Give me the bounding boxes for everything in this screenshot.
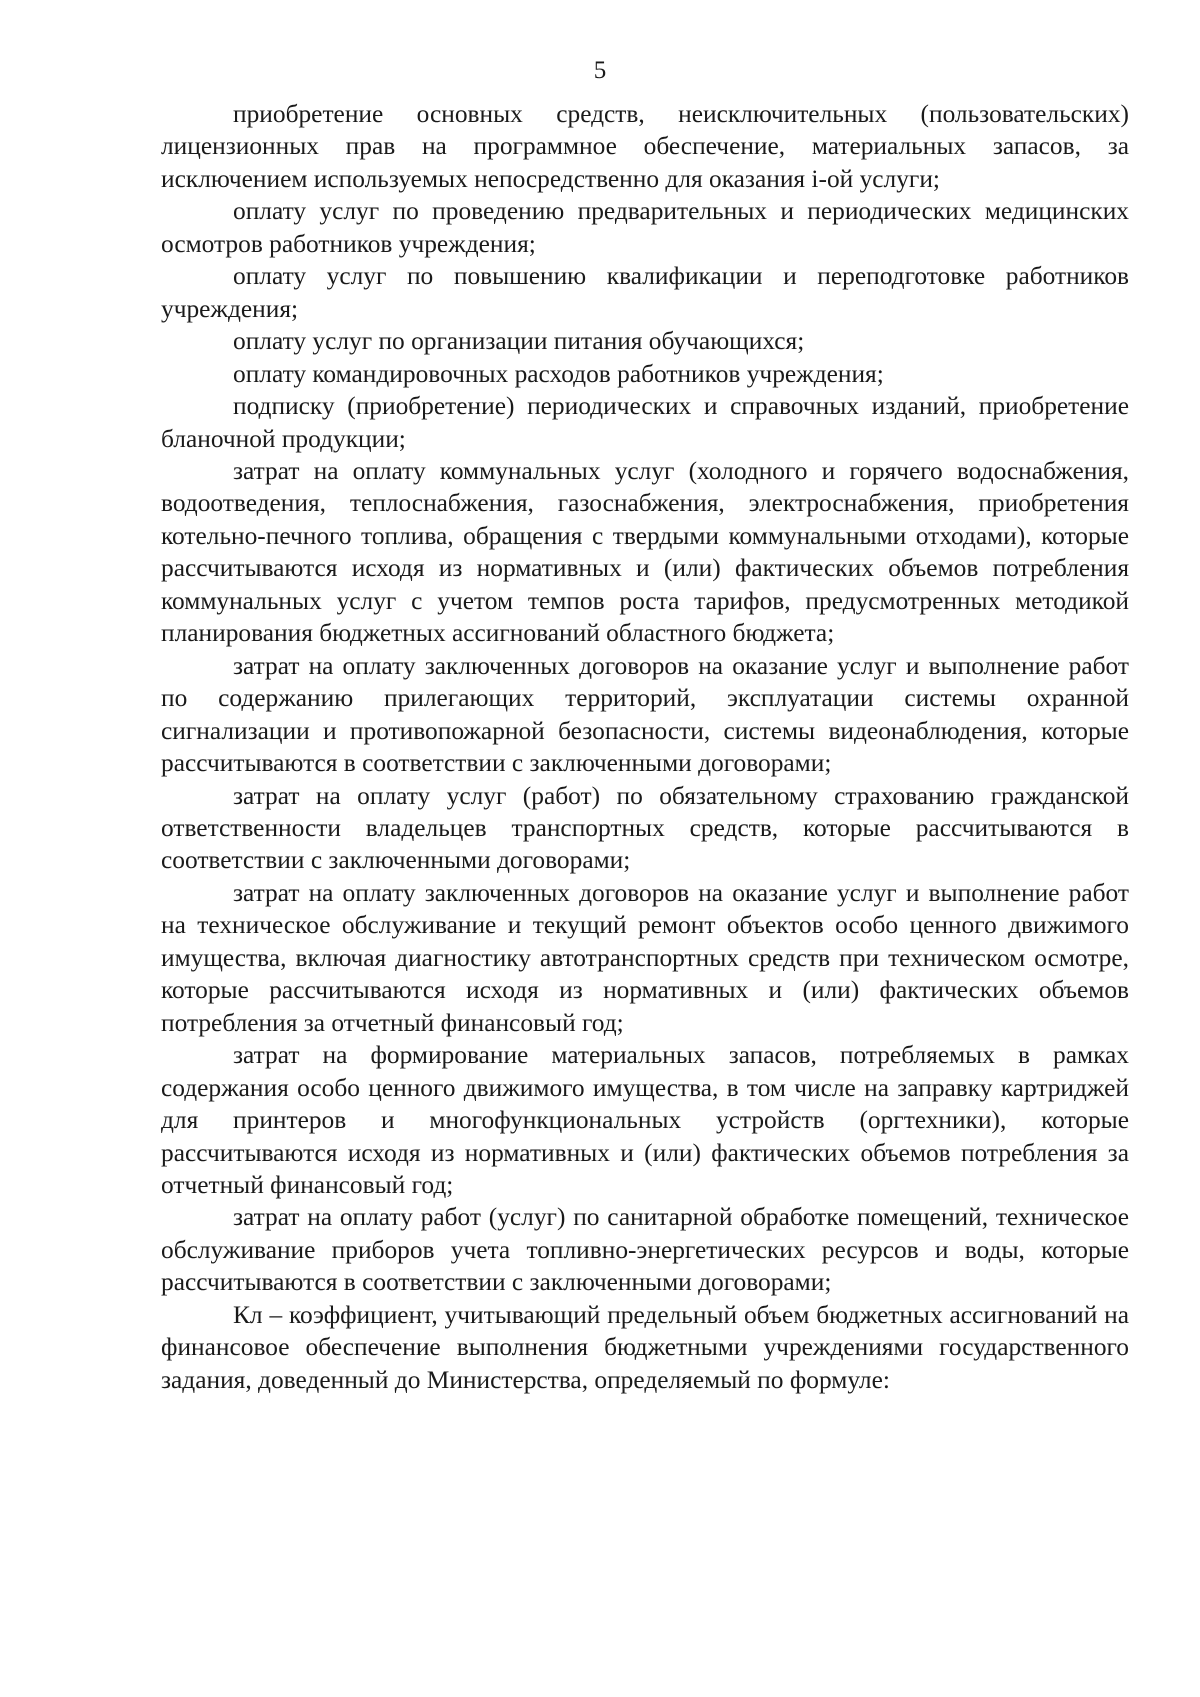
paragraph-utilities: затрат на оплату коммунальных услуг (холодного и горячего водоснабжения, водоотведения, теплоснабжения, газоснабжения, электроснабжения, приобретения котельно-печного топлива, обращения с твердыми коммунальными отходами), которые рассчитываются исходя из нормативных и (или) фактических объемов потребления коммунальных услуг с учетом темпов роста тарифов, предусмотренных методикой планирования бюджетных ассигнований областного бюджета; xyxy=(161,456,1129,648)
paragraph-territory-maintenance: затрат на оплату заключенных договоров на оказание услуг и выполнение работ по содержанию прилегающих территорий, эксплуатации системы охранной сигнализации и противопожарной безопасности, системы видеонаблюдения, которые рассчитываются в соответствии с заключенными договорами; xyxy=(161,651,1129,778)
paragraph-staff-training: оплату услуг по повышению квалификации и переподготовке работников учреждения; xyxy=(161,262,1129,323)
paragraph-subscriptions: подписку (приобретение) периодических и справочных изданий, приобретение бланочной продукции; xyxy=(161,392,1129,453)
paragraph-vehicle-insurance: затрат на оплату услуг (работ) по обязательному страхованию гражданской ответственности владельцев транспортных средств, которые рассчитываются в соответствии с заключенными договорами; xyxy=(161,781,1129,875)
paragraph-coefficient-kl: Кл – коэффициент, учитывающий предельный объем бюджетных ассигнований на финансовое обеспечение выполнения бюджетными учреждениями государственного задания, доведенный до Министерства, определяемый по формуле: xyxy=(161,1300,1129,1394)
paragraph-sanitary-treatment: затрат на оплату работ (услуг) по санитарной обработке помещений, техническое обслуживание приборов учета топливно-энергетических ресурсов и воды, которые рассчитываются в соответствии с заключенными договорами; xyxy=(161,1203,1129,1297)
paragraph-fixed-assets: приобретение основных средств, неисключительных (пользовательских) лицензионных прав на программное обеспечение, материальных запасов, за исключением используемых непосредственно для оказания i-ой услуги; xyxy=(161,100,1129,193)
page-number: 5 xyxy=(593,57,607,84)
document-body xyxy=(161,98,1129,1396)
paragraph-medical-exams: оплату услуг по проведению предварительных и периодических медицинских осмотров работников учреждения; xyxy=(161,197,1129,258)
paragraph-travel-expenses: оплату командировочных расходов работников учреждения; xyxy=(233,359,884,388)
paragraph-equipment-repair: затрат на оплату заключенных договоров на оказание услуг и выполнение работ на техническое обслуживание и текущий ремонт объектов особо ценного движимого имущества, включая диагностику автотранспортных средств при техническом осмотре, которые рассчитываются исходя из нормативных и (или) фактических объемов потребления за отчетный финансовый год; xyxy=(161,878,1129,1037)
paragraph-student-meals: оплату услуг по организации питания обучающихся; xyxy=(233,327,805,356)
paragraph-materials-supplies: затрат на формирование материальных запасов, потребляемых в рамках содержания особо ценного движимого имущества, в том числе на заправку картриджей для принтеров и многофункциональных устройств (оргтехники), которые рассчитываются исходя из нормативных и (или) фактических объемов потребления за отчетный финансовый год; xyxy=(161,1041,1129,1199)
